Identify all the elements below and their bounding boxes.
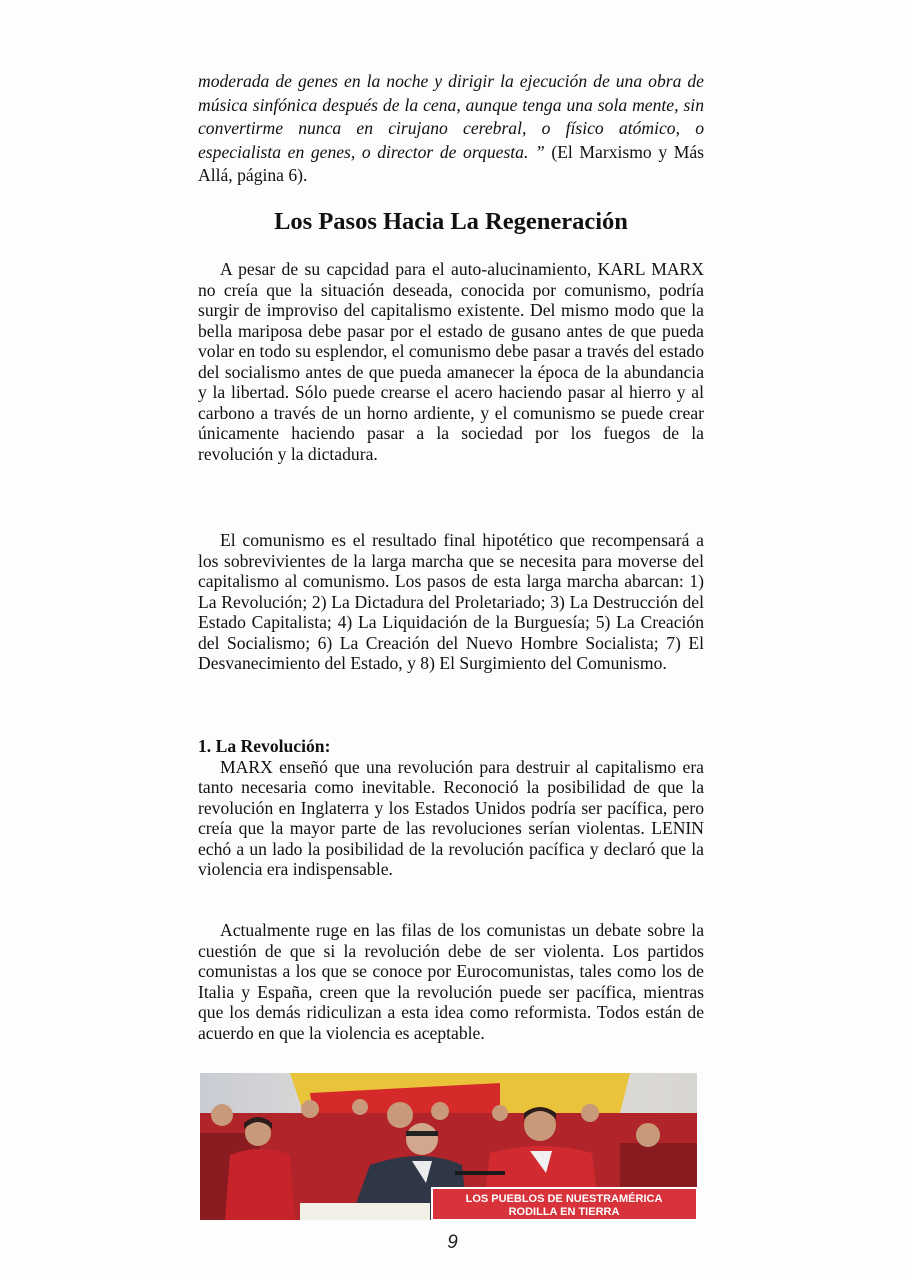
rally-photo-illustration	[200, 1073, 697, 1220]
section-revolucion	[198, 736, 704, 880]
paragraph-4: Actualmente ruge en las filas de los comunistas un debate sobre la cuestión de que si la revolución debe de ser violenta. Los partidos comunistas a los que se conoce por Eurocomunistas, tales como los de Italia y España, creen que la revolución puede ser pacífica, mientras que los demás ridiculizan a esta idea como reformista. Todos están de acuerdo en que la violencia es aceptable.	[198, 920, 704, 1043]
banner-text-line-2: RODILLA EN TIERRA	[508, 1206, 620, 1218]
subsection-title: 1. La Revolución:	[198, 736, 331, 756]
page-number: 9	[447, 1232, 458, 1253]
quote-reference: (El Marxismo y Más Allá, página 6).	[198, 141, 704, 186]
paragraph-2: El comunismo es el resultado final hipotético que recompensará a los sobrevivientes de la larga marcha que se necesita para moverse del capitalismo al comunismo. Los pasos de esta larga marcha abarcan: 1) La Revolución; 2) La Dictadura del Proletariado; 3) La Destrucción del Estado Capitalista; 4) La Liquidación de la Burguesía; 5) La Creación del Socialismo; 6) La Creación del Nuevo Hombre Socialista; 7) El Desvanecimiento del Estado, y 8) El Surgimiento del Comunismo.	[198, 530, 704, 673]
banner-text-line-1: LOS PUEBLOS DE NUESTRAMÉRICA	[465, 1193, 663, 1205]
paragraph-1: A pesar de su capcidad para el auto-alucinamiento, KARL MARX no creía que la situación deseada, conocida por comunismo, podría surgir de improviso del capitalismo existente. Del mismo modo que la bella mariposa debe pasar por el estado de gusano antes de que pueda volar en todo su esplendor, el comunismo debe pasar a través del estado del socialismo antes de que pueda amanecer la época de la abundancia y la libertad. Sólo puede crearse el acero haciendo pasar al hierro y al carbono a través de un horno ardiente, y el comunismo se puede crear únicamente haciendo pasar a la sociedad por los fuegos de la revolución y la dictadura.	[198, 259, 704, 464]
quote-continuation	[198, 70, 704, 188]
section-heading: Los Pasos Hacia La Regeneración	[274, 208, 628, 235]
paragraph-3: MARX enseñó que una revolución para destruir al capitalismo era tanto necesaria como inevitable. Reconoció la posibilidad de que la revolución en Inglaterra y los Estados Unidos podría ser pacífica, pero creía que la mayor parte de las revoluciones serían violentas. LENIN echó a un lado la posibilidad de la revolución pacífica y declaró que la violencia era indispensable.	[198, 756, 704, 879]
quote-italic-text: moderada de genes en la noche y dirigir la ejecución de una obra de música sinfónica después de la cena, aunque tenga una sola mente, sin convertirme nunca en cirujano cerebral, o físico atómico, o especialista en genes, o director de orquesta. ”	[198, 71, 704, 162]
rally-photo	[200, 1073, 697, 1220]
